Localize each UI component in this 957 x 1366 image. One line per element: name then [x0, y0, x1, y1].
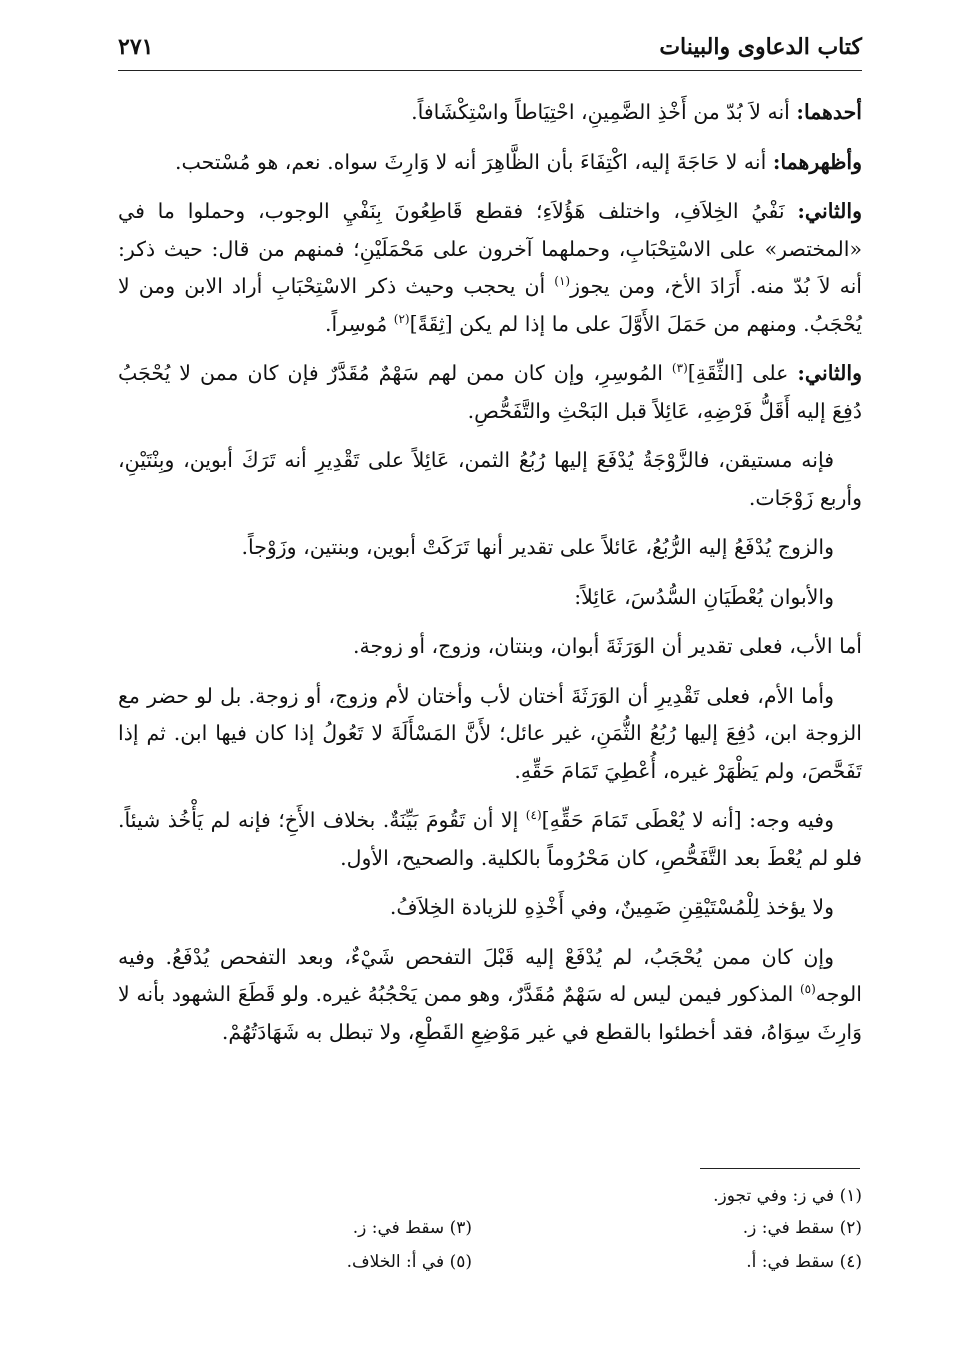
paragraph-text: المُوسِرِ، وإن كان ممن لهم سَهْمٌ مُقَدَّرٌ فإن كان ممن لا يُحْجَبُ دُفِعَ إليه أَقَلُّ فَرْضِهِ، عَائِلاً قبل البَحْثِ والتَّفَحُّصِ. — [118, 361, 862, 423]
footnote-ref: (٤) — [525, 808, 542, 823]
footnote-number: (٢) — [839, 1218, 862, 1238]
footnote — [353, 1214, 472, 1242]
paragraph-text: وأما الأم، فعلى تَقْدِيرِ أن الوَرَثَةَ أختان لأب وأختان لأم وزوج، أو زوجة. بل لو حضر مع الزوجة ابن، دُفِعَ إليها رُبُعُ الثُّمَنِ، غير عائل؛ لأَنَّ المَسْأَلَةَ لا تَعُولُ إذا كان فيها ابن. ثم إذا تَفَحَّصَ، ولم يَظْهَرْ غيره، أُعْطِيَ تَمَامَ حَقِّهِ. — [118, 683, 862, 783]
footnote-text: سقط في: أ. — [746, 1252, 835, 1272]
paragraph — [118, 579, 862, 617]
book-title: كتاب الدعاوى والبينات — [659, 34, 862, 60]
footnote-text: في أ: الخلاف. — [346, 1252, 445, 1272]
paragraph-text: والزوج يُدْفَعُ إليه الرُّبُعُ، عَائلاً على تقدير أنها تَرَكَتْ أبوين، وبنتين، وزَوْجاً. — [241, 535, 834, 559]
footnote — [713, 1182, 862, 1210]
footnote-separator — [700, 1168, 860, 1169]
paragraph-text: نَفْيُ الخِلاَفِ، واختلف هَؤُلاَءِ؛ فقطع قَاطِعُونَ بِنَفْيِ الوجوب، وحملوا ما في «المختصر» على الاسْتِحْبَابِ، وحملهما آخرون على مَحْمَلَيْنِ؛ فمنهم من قال: حيث ذكر: أنه لاَ بُدّ منه. أَرَادَ الأخ، ومن يجوز — [118, 199, 862, 298]
footnote-ref: (٥) — [799, 982, 816, 997]
footnote — [746, 1248, 862, 1276]
paragraph-text: إلا أن تَقُومَ بَيِّنَةٌ. بخلاف الأَخِ؛ فإنه لم يَأْخُذ شيئاً. فلو لم يُعْطَ بعد التَّفَحُّصِ، كان مَحْرُوماً بالكلية. والصحيح، الأول. — [118, 808, 862, 870]
paragraph-text: أن يحجب وحيث ذكر الاسْتِحْبَابِ أراد الابن ومن لا يُحْجَبُ. ومنهم من حَمَلَ الأَوَّلَ على ما إذا لم يكن [ثِقَةً] — [118, 274, 862, 336]
paragraph-text: والأبوان يُعْطَيَانِ السُّدُسَ، عَائِلاً: — [574, 584, 834, 609]
paragraph-lead: أحدهما: — [796, 100, 862, 124]
footnote-text: في ز: وفي تجوز. — [713, 1186, 835, 1206]
paragraph — [118, 355, 862, 430]
paragraph — [118, 442, 862, 517]
footnote-ref: (٢) — [393, 311, 410, 326]
paragraph-text: على [الثِّقَةِ] — [687, 361, 798, 385]
paragraph-text: مُوسِراً. — [324, 311, 394, 336]
paragraph-lead: والثاني: — [797, 199, 862, 223]
footnote-number: (٥) — [449, 1252, 472, 1272]
paragraph — [118, 529, 862, 567]
paragraph — [118, 889, 862, 927]
footnote-text: سقط في: ز. — [352, 1218, 445, 1238]
paragraph-text: أنه لاَ بُدّ من أَخْذِ الضَّمِينِ، احْتِيَاطاً واسْتِكْشَافاً. — [411, 100, 797, 124]
footnote-number: (٤) — [839, 1252, 862, 1272]
paragraph-lead: وأظهرهما: — [772, 149, 862, 174]
paragraph-text: أما الأب، فعلى تقدير أن الوَرَثَةَ أبوان، وبنتان، وزوج، أو زوجة. — [352, 634, 862, 658]
paragraph — [118, 939, 862, 1052]
paragraph — [118, 678, 862, 791]
footnote-number: (١) — [839, 1186, 862, 1206]
footnote-ref: (٣) — [671, 361, 688, 376]
running-header — [118, 30, 862, 71]
paragraph-text: وإن كان ممن يُحْجَبُ، لم يُدْفَعْ إليه قَبْلَ التفحص شَيْءٌ، وبعد التفحص يُدْفَعُ. وفيه الوجه — [118, 944, 862, 1006]
footnote-ref: (١) — [554, 274, 571, 289]
paragraph-text: فإنه مستيقن، فالزَّوْجَةُ يُدْفَعَ إليها رُبُعُ الثمن، عَائِلاً على تَقْدِيرِ أنه تَرَكَ أبوين، وبِنْتَيْنِ، وأربع زَوْجَات. — [118, 448, 862, 510]
paragraph — [118, 193, 862, 343]
paragraph-text: المذكور فيمن ليس له سَهْمٌ مُقَدَّرٌ، وهو ممن يَحْجُبُهُ غيره. ولو قَطَعَ الشهود بأنه لا وَارِثَ سِوَاهُ، فقد أخطئوا بالقطع في غير مَوْضِعِ القَطْعِ، ولا تبطل به شَهَادَتُهُمْ. — [118, 982, 862, 1044]
main-text — [118, 94, 862, 1063]
paragraph-lead: والثاني: — [797, 361, 862, 385]
page-number: ٢٧١ — [118, 34, 154, 60]
footnote-text: سقط في: ز. — [742, 1218, 835, 1238]
paragraph-text: ولا يؤخذ لِلْمُسْتَيْقِنِ ضَمِينٌ، وفي أَخْذِهِ للزيادة الخِلاَفُ. — [389, 895, 834, 919]
paragraph-text: أنه لا حَاجَةَ إليه، اكْتِفَاءَ بأن الظَّاهِرَ أنه لا وَارِثَ سواه. نعم، هو مُسْتحب. — [175, 149, 773, 174]
paragraph — [118, 628, 862, 666]
paragraph-text: وفيه وجه: [أنه لا يُعْطَى تَمَامَ حَقِّهِ] — [541, 808, 834, 832]
paragraph — [118, 802, 862, 877]
paragraph — [118, 144, 862, 182]
footnote — [743, 1214, 862, 1242]
footnote-number: (٣) — [449, 1218, 472, 1238]
footnote — [347, 1248, 472, 1276]
paragraph — [118, 94, 862, 132]
